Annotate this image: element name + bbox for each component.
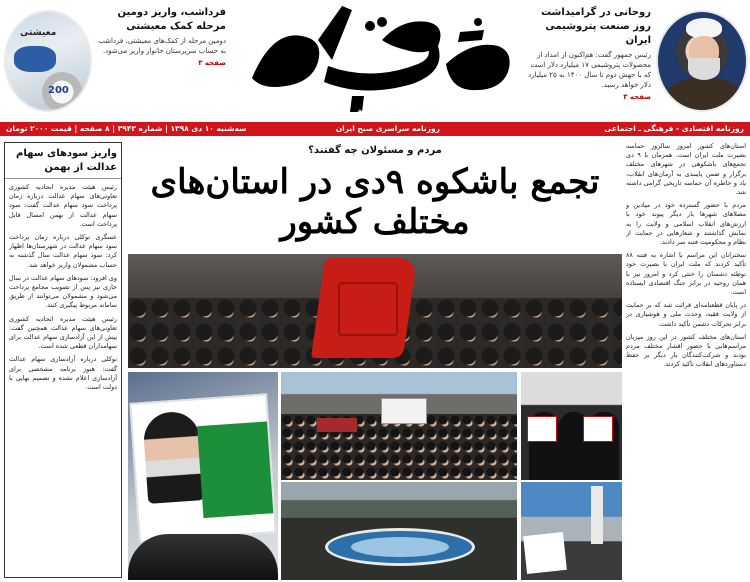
article-paragraph: توکلی درباره آزادسازی سهام عدالت گفت: هنوز برنامه مشخصی برای آزادسازی اعلام نشده و تصمیم نهایی با دولت است. [9, 355, 117, 392]
left-teaser[interactable] [98, 6, 226, 67]
left-teaser-text: دومین مرحله از کمک‌های معیشتی، فردا‌شب به حساب سرپرستان خانوار واریز می‌شود. [98, 37, 226, 55]
rally-square-photo[interactable] [281, 372, 517, 480]
rally-aerial-photo[interactable] [281, 482, 517, 580]
portrait [142, 410, 204, 504]
right-teaser-title[interactable]: روحانی در گرامیداشت روز صنعت پتروشیمی ایران [540, 7, 651, 46]
left-column-article[interactable] [4, 142, 122, 578]
main-headline[interactable] [128, 162, 622, 242]
article-paragraph: عسگری توکلی درباره زمان پرداخت سود سهام عدالت در شهرستان‌ها اظهار کرد: سود سهام عدالت سال گذشته به حساب مشمولان واریز خواهد شد. [9, 233, 117, 269]
coin-value: 200 [48, 85, 69, 96]
headline-kicker: مردم و مسئولان چه گفتند؟ [308, 145, 442, 156]
rally-women-photo[interactable] [521, 372, 622, 480]
rally-sign-photo[interactable] [128, 372, 278, 580]
protest-sign [129, 393, 276, 542]
newspaper-logo [232, 0, 518, 116]
logo-text: صاحب قلم [356, 105, 394, 114]
right-teaser-page: صفحه ۳ [623, 93, 651, 101]
subsidy-photo-label: معیشتی [20, 28, 57, 38]
issue-info: سه‌شنبه ۱۰ دی ۱۳۹۸ | شماره ۳۹۴۳ | ۸ صفحه | قیمت ۲۰۰۰ تومان [6, 124, 247, 133]
rally-placard-photo[interactable] [521, 482, 622, 580]
placard [523, 532, 567, 574]
right-teaser[interactable] [525, 6, 651, 101]
article-paragraph: مردم با حضور گسترده خود در میادین و مصلاهای شهرها بار دیگر پیوند خود با ارزش‌های انقلاب اسلامی و ولایت را به نمایش گذاشتند و شعارهایی در حمایت از نظام و محکومیت فتنه سر دادند. [626, 201, 746, 247]
sign-text-block [197, 421, 273, 518]
left-article-title[interactable]: واریز سودهای سهام عدالت از بهمن [5, 143, 121, 179]
left-teaser-page: صفحه ۳ [198, 59, 226, 67]
subtitle-label: روزنامه سراسری صبح ایران [335, 124, 440, 133]
article-paragraph: در پایان قطعنامه‌ای قرائت شد که بر حمایت از ولایت فقیه، وحدت ملی و هوشیاری در برابر تحرکات دشمن تأکید داشت. [626, 301, 746, 328]
left-teaser-title[interactable]: فرداشب، واریز دومین مرحله کمک معیشتی [117, 7, 226, 32]
subsidy-photo [4, 10, 92, 112]
right-column-article[interactable] [626, 142, 746, 578]
rally-main-photo[interactable] [128, 254, 622, 368]
article-paragraph: استان‌های کشور امروز سالروز حماسه بصیرت ملت ایران است. همزمان با ۹ دی تجمع‌های باشکوهی در شهرهای مختلف برگزار و ضمن پایبندی به آرمان‌های انقلاب، یاد و خاطره آن حماسه تاریخی گرامی داشته شد. [626, 142, 746, 197]
category-label: روزنامه اقتصادی - فرهنگی ـ اجتماعی [604, 124, 744, 133]
article-paragraph: وی افزود: سودهای سهام عدالت در سال جاری نیز پس از تصویب مجامع پرداخت می‌شود و مشمولان می‌توانند از طریق سامانه مربوط پیگیری کنند. [9, 273, 117, 310]
headline-line-2[interactable]: مختلف کشور [280, 202, 470, 242]
masthead [0, 0, 750, 122]
article-paragraph: استان‌های مختلف کشور در این روز میزبان مراسم‌هایی با حضور اقشار مختلف مردم بودند و شرکت‌کنندگان بار دیگر بر حفظ دستاوردهای انقلاب تأکید کردند. [626, 332, 746, 369]
article-paragraph: رئیس هیئت مدیره اتحادیه کشوری تعاونی‌های سهام عدالت درباره زمان پرداخت سود سهام عدالت گفت: سود سهام عدالت از بهمن امسال قابل پرداخت است. [9, 183, 117, 228]
logo-calligraphy [232, 0, 518, 116]
coin-icon [42, 72, 82, 112]
article-paragraph: سخنرانان این مراسم با اشاره به فتنه ۸۸ تأکید کردند که ملت ایران با بصیرت خود توطئه دشمنان را خنثی کرد و امروز نیز با همان روحیه در برابر جنگ اقتصادی ایستاده است. [626, 251, 746, 297]
headline-line-1[interactable]: تجمع باشکوه ۹دی در استان‌های [150, 162, 600, 202]
article-paragraph: رئیس هیئت مدیره اتحادیه کشوری تعاونی‌های سهام عدالت همچنین گفت: پیش از این آزادسازی سهام عدالت برای سهامداران قطعی شده است. [9, 314, 117, 351]
president-photo [656, 10, 748, 112]
issue-bar [0, 122, 750, 136]
right-teaser-text: رئیس جمهور گفت: هم‌اکنون از امداد از محصولات پتروشیمی ۱۷ میلیارد دلار است که با جهش دوم تا سال ۱۴۰۰ به ۲۵ میلیارد دلار خواهد رسید. [528, 51, 651, 89]
